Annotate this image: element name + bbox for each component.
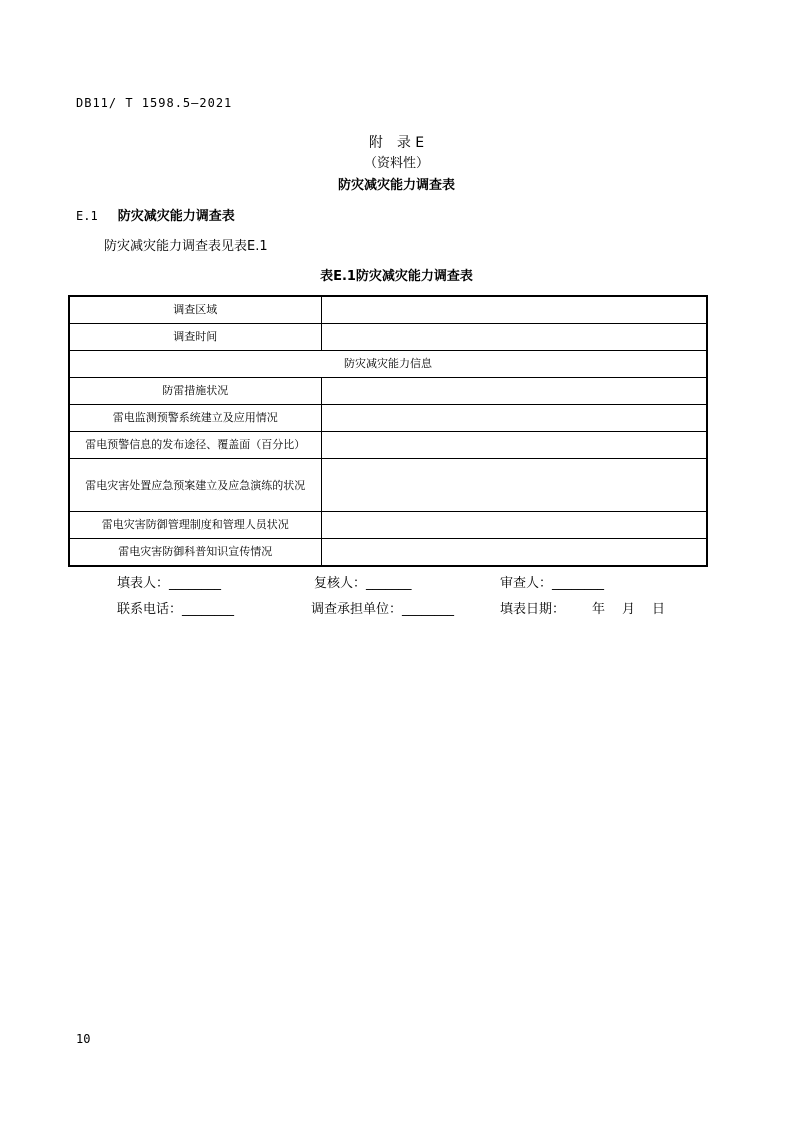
table-row [69, 459, 707, 512]
row-label: 雷电预警信息的发布途径、覆盖面（百分比） [69, 432, 321, 459]
appendix-label: 附 录 E [368, 135, 425, 151]
table-caption: 表E.1防灾减灾能力调查表 [320, 269, 473, 284]
table-row [69, 539, 707, 567]
row-label: 调查区域 [69, 296, 321, 324]
value-cell[interactable] [321, 405, 707, 432]
value-cell[interactable] [321, 378, 707, 405]
filler-field: 填表人：________ [117, 576, 222, 591]
document-code: DB11/ T 1598.5—2021 [76, 96, 233, 110]
row-label: 调查时间 [69, 324, 321, 351]
phone-field: 联系电话：________ [117, 602, 235, 617]
value-cell[interactable] [321, 539, 707, 567]
row-label: 雷电灾害处置应急预案建立及应急演练的状况 [69, 459, 321, 512]
value-cell[interactable] [321, 324, 707, 351]
value-cell[interactable] [321, 512, 707, 539]
row-label: 防雷措施状况 [69, 378, 321, 405]
table-row [69, 351, 707, 378]
section-heading [76, 205, 235, 224]
appendix-title: 防灾减灾能力调查表 [337, 178, 455, 193]
table-row [69, 432, 707, 459]
row-label: 雷电灾害防御管理制度和管理人员状况 [69, 512, 321, 539]
table-row [69, 296, 707, 324]
table-row [69, 405, 707, 432]
auditor-field: 审查人：________ [500, 576, 605, 591]
unit-field: 调查承担单位：________ [311, 602, 455, 617]
section-header-cell: 防灾减灾能力信息 [69, 351, 707, 378]
table-row [69, 512, 707, 539]
section-number: E.1 [76, 209, 98, 223]
section-body: 防灾减灾能力调查表见表E.1 [104, 239, 268, 254]
date-day: 日 [652, 602, 666, 617]
reviewer-field: 复核人：_______ [314, 576, 412, 591]
section-title: 防灾减灾能力调查表 [117, 209, 235, 224]
value-cell[interactable] [321, 432, 707, 459]
table-row [69, 378, 707, 405]
row-label: 雷电灾害防御科普知识宣传情况 [69, 539, 321, 567]
appendix-nature: （资料性） [363, 156, 429, 171]
survey-table [68, 295, 708, 567]
date-month: 月 [622, 602, 636, 617]
value-cell[interactable] [321, 296, 707, 324]
table-row [69, 324, 707, 351]
date-label: 填表日期： [500, 602, 566, 617]
row-label: 雷电监测预警系统建立及应用情况 [69, 405, 321, 432]
date-year: 年 [592, 602, 606, 617]
page-number: 10 [76, 1032, 91, 1046]
value-cell[interactable] [321, 459, 707, 512]
